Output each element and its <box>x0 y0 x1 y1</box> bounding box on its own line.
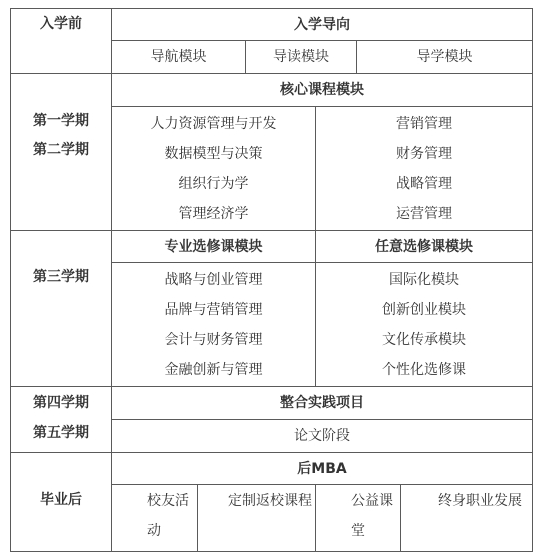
stage-grad-label: 毕业后 <box>40 492 82 508</box>
stage-terms-4-5 <box>10 386 112 453</box>
alumni-line-2: 动 <box>147 523 161 539</box>
major-electives-cell <box>111 262 316 387</box>
stage-t1-label: 第一学期 <box>33 113 89 129</box>
alumni-cell <box>111 484 198 552</box>
custom-course-cell <box>197 484 316 552</box>
core-right-2: 财务管理 <box>396 146 452 162</box>
major-elective-4: 金融创新与管理 <box>164 362 263 378</box>
stage-terms-1-2 <box>10 73 112 231</box>
major-elective-1: 战略与创业管理 <box>164 272 263 288</box>
major-electives-title-cell <box>111 230 316 263</box>
career-cell <box>400 484 533 552</box>
core-left-cell <box>111 106 316 231</box>
intro-title-cell <box>111 8 533 41</box>
after-title-cell <box>111 452 533 485</box>
stage-term-3 <box>10 230 112 387</box>
intro-module-1 <box>111 40 246 74</box>
major-elective-3: 会计与财务管理 <box>164 332 263 348</box>
free-electives-title: 任意选修课模块 <box>375 238 473 255</box>
alumni-line-1: 校友活 <box>147 493 189 509</box>
thesis-cell <box>111 419 533 453</box>
intro-module-2-label: 导读模块 <box>273 49 329 65</box>
stage-t2-label: 第二学期 <box>33 142 89 158</box>
stage-t4-label: 第四学期 <box>33 395 89 411</box>
intro-title: 入学导向 <box>294 16 350 33</box>
major-elective-2: 品牌与营销管理 <box>164 302 263 318</box>
after-title: 后MBA <box>297 460 347 477</box>
welfare-line-2: 堂 <box>351 523 365 539</box>
core-right-4: 运营管理 <box>396 206 452 222</box>
intro-module-3 <box>356 40 533 74</box>
stage-t3-label: 第三学期 <box>33 269 89 285</box>
major-electives-title: 专业选修课模块 <box>164 238 263 255</box>
stage-t5-label: 第五学期 <box>33 425 89 441</box>
core-right-cell <box>315 106 533 231</box>
core-left-2: 数据模型与决策 <box>164 146 263 162</box>
free-electives-cell <box>315 262 533 387</box>
career-label: 终身职业发展 <box>438 493 522 509</box>
core-right-3: 战略管理 <box>396 176 452 192</box>
welfare-cell <box>315 484 401 552</box>
practice-title-cell <box>111 386 533 420</box>
stage-pre-label: 入学前 <box>40 16 82 32</box>
core-right-1: 营销管理 <box>396 116 452 132</box>
core-left-4: 管理经济学 <box>178 206 249 222</box>
core-title: 核心课程模块 <box>280 82 364 98</box>
core-title-cell <box>111 73 533 107</box>
stage-pre <box>10 8 112 74</box>
intro-module-3-label: 导学模块 <box>416 49 473 65</box>
core-left-3: 组织行为学 <box>178 176 249 192</box>
free-elective-4: 个性化选修课 <box>382 362 466 378</box>
stage-grad <box>10 452 112 552</box>
welfare-line-1: 公益课 <box>351 493 393 509</box>
free-elective-2: 创新创业模块 <box>382 302 466 318</box>
custom-course-label: 定制返校课程 <box>228 493 312 509</box>
free-elective-1: 国际化模块 <box>389 272 459 288</box>
free-electives-title-cell <box>315 230 533 263</box>
thesis-label: 论文阶段 <box>294 428 350 444</box>
practice-title: 整合实践项目 <box>280 395 364 411</box>
intro-module-2 <box>245 40 357 74</box>
free-elective-3: 文化传承模块 <box>382 332 466 348</box>
core-left-1: 人力资源管理与开发 <box>150 116 277 132</box>
intro-module-1-label: 导航模块 <box>150 49 207 65</box>
